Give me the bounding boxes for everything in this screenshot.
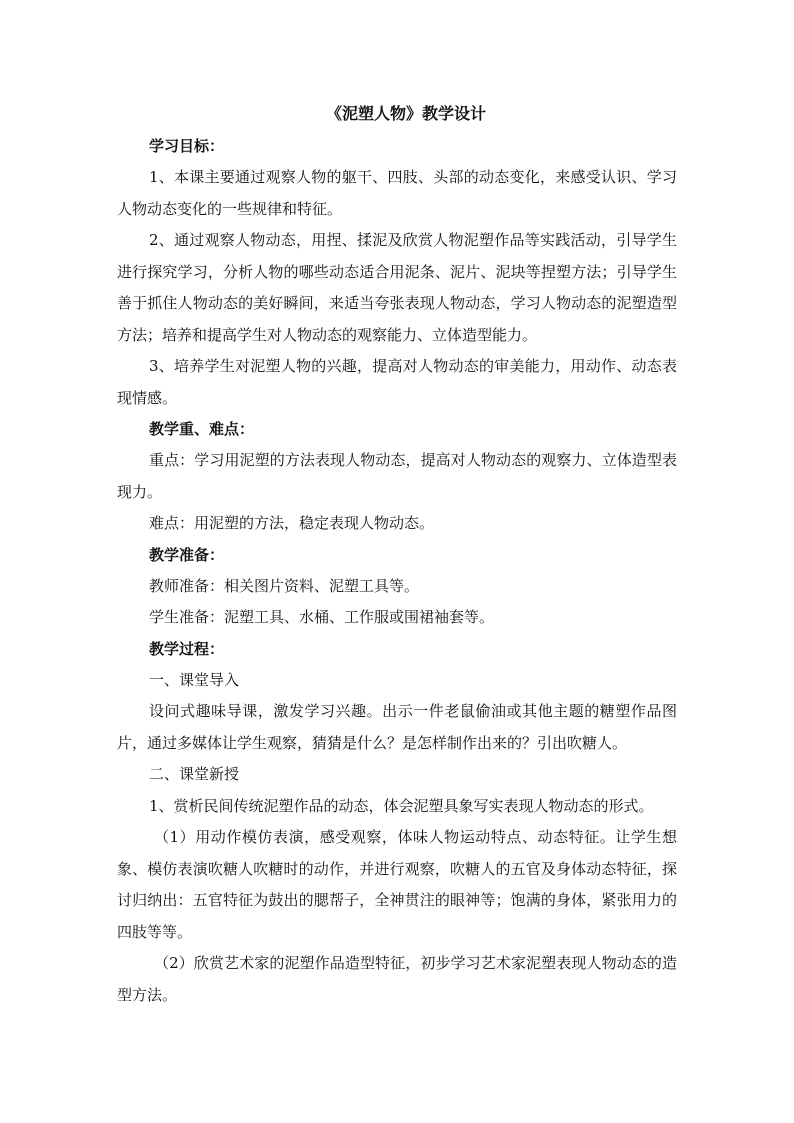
process-step-2-subitem-1: （1）用动作模仿表演，感受观察，体味人物运动特点、动态特征。让学生想象、模仿表演吹糖人吹糖时的动作，并进行观察，吹糖人的五官及身体动态特征，探讨归纳出：五官特征为鼓出的腮帮子，全神贯注的眼神等；饱满的身体，紧张用力的四肢等等。 — [117, 828, 677, 941]
student-preparation: 学生准备：泥塑工具、水桶、工作服或围裙袖套等。 — [149, 608, 495, 626]
document-body — [117, 99, 677, 1011]
objective-3: 3、培养学生对泥塑人物的兴趣，提高对人物动态的审美能力，用动作、动态表现情感。 — [117, 357, 677, 407]
difficult-point: 难点：用泥塑的方法，稳定表现人物动态。 — [149, 514, 435, 532]
heading-teaching-process: 教学过程： — [149, 639, 225, 658]
teacher-preparation: 教师准备：相关图片资料、泥塑工具等。 — [149, 576, 420, 595]
heading-teaching-preparation: 教学准备： — [149, 545, 225, 564]
process-step-2-item-1: 1、赏析民间传统泥塑作品的动态，体会泥塑具象写实表现人物动态的形式。 — [149, 796, 654, 815]
process-step-1-title: 一、课堂导入 — [149, 670, 240, 689]
objective-1: 1、本课主要通过观察人物的躯干、四肢、头部的动态变化，来感受认识、学习人物动态变化的一些规律和特征。 — [117, 168, 677, 218]
document-title: 《泥塑人物》教学设计 — [325, 104, 486, 123]
key-point: 重点：学习用泥塑的方法表现人物动态，提高对人物动态的观察力、立体造型表现力。 — [117, 451, 677, 501]
process-step-2-title: 二、课堂新授 — [149, 765, 240, 783]
process-step-1-body: 设问式趣味导课，激发学习兴趣。出示一件老鼠偷油或其他主题的糖塑作品图片，通过多媒体让学生观察，猜猜是什么？是怎样制作出来的？引出吹糖人。 — [117, 702, 677, 752]
process-step-2-subitem-2: （2）欣赏艺术家的泥塑作品造型特征，初步学习艺术家泥塑表现人物动态的造型方法。 — [117, 954, 677, 1004]
heading-key-difficult-points: 教学重、难点： — [149, 420, 255, 438]
heading-learning-objectives: 学习目标： — [149, 137, 225, 155]
objective-2: 2、通过观察人物动态，用捏、揉泥及欣赏人物泥塑作品等实践活动，引导学生进行探究学习，分析人物的哪些动态适合用泥条、泥片、泥块等捏塑方法；引导学生善于抓住人物动态的美好瞬间，来适当夸张表现人物动态，学习人物动态的泥塑造型方法；培养和提高学生对人物动态的观察能力、立体造型能力。 — [117, 231, 677, 344]
